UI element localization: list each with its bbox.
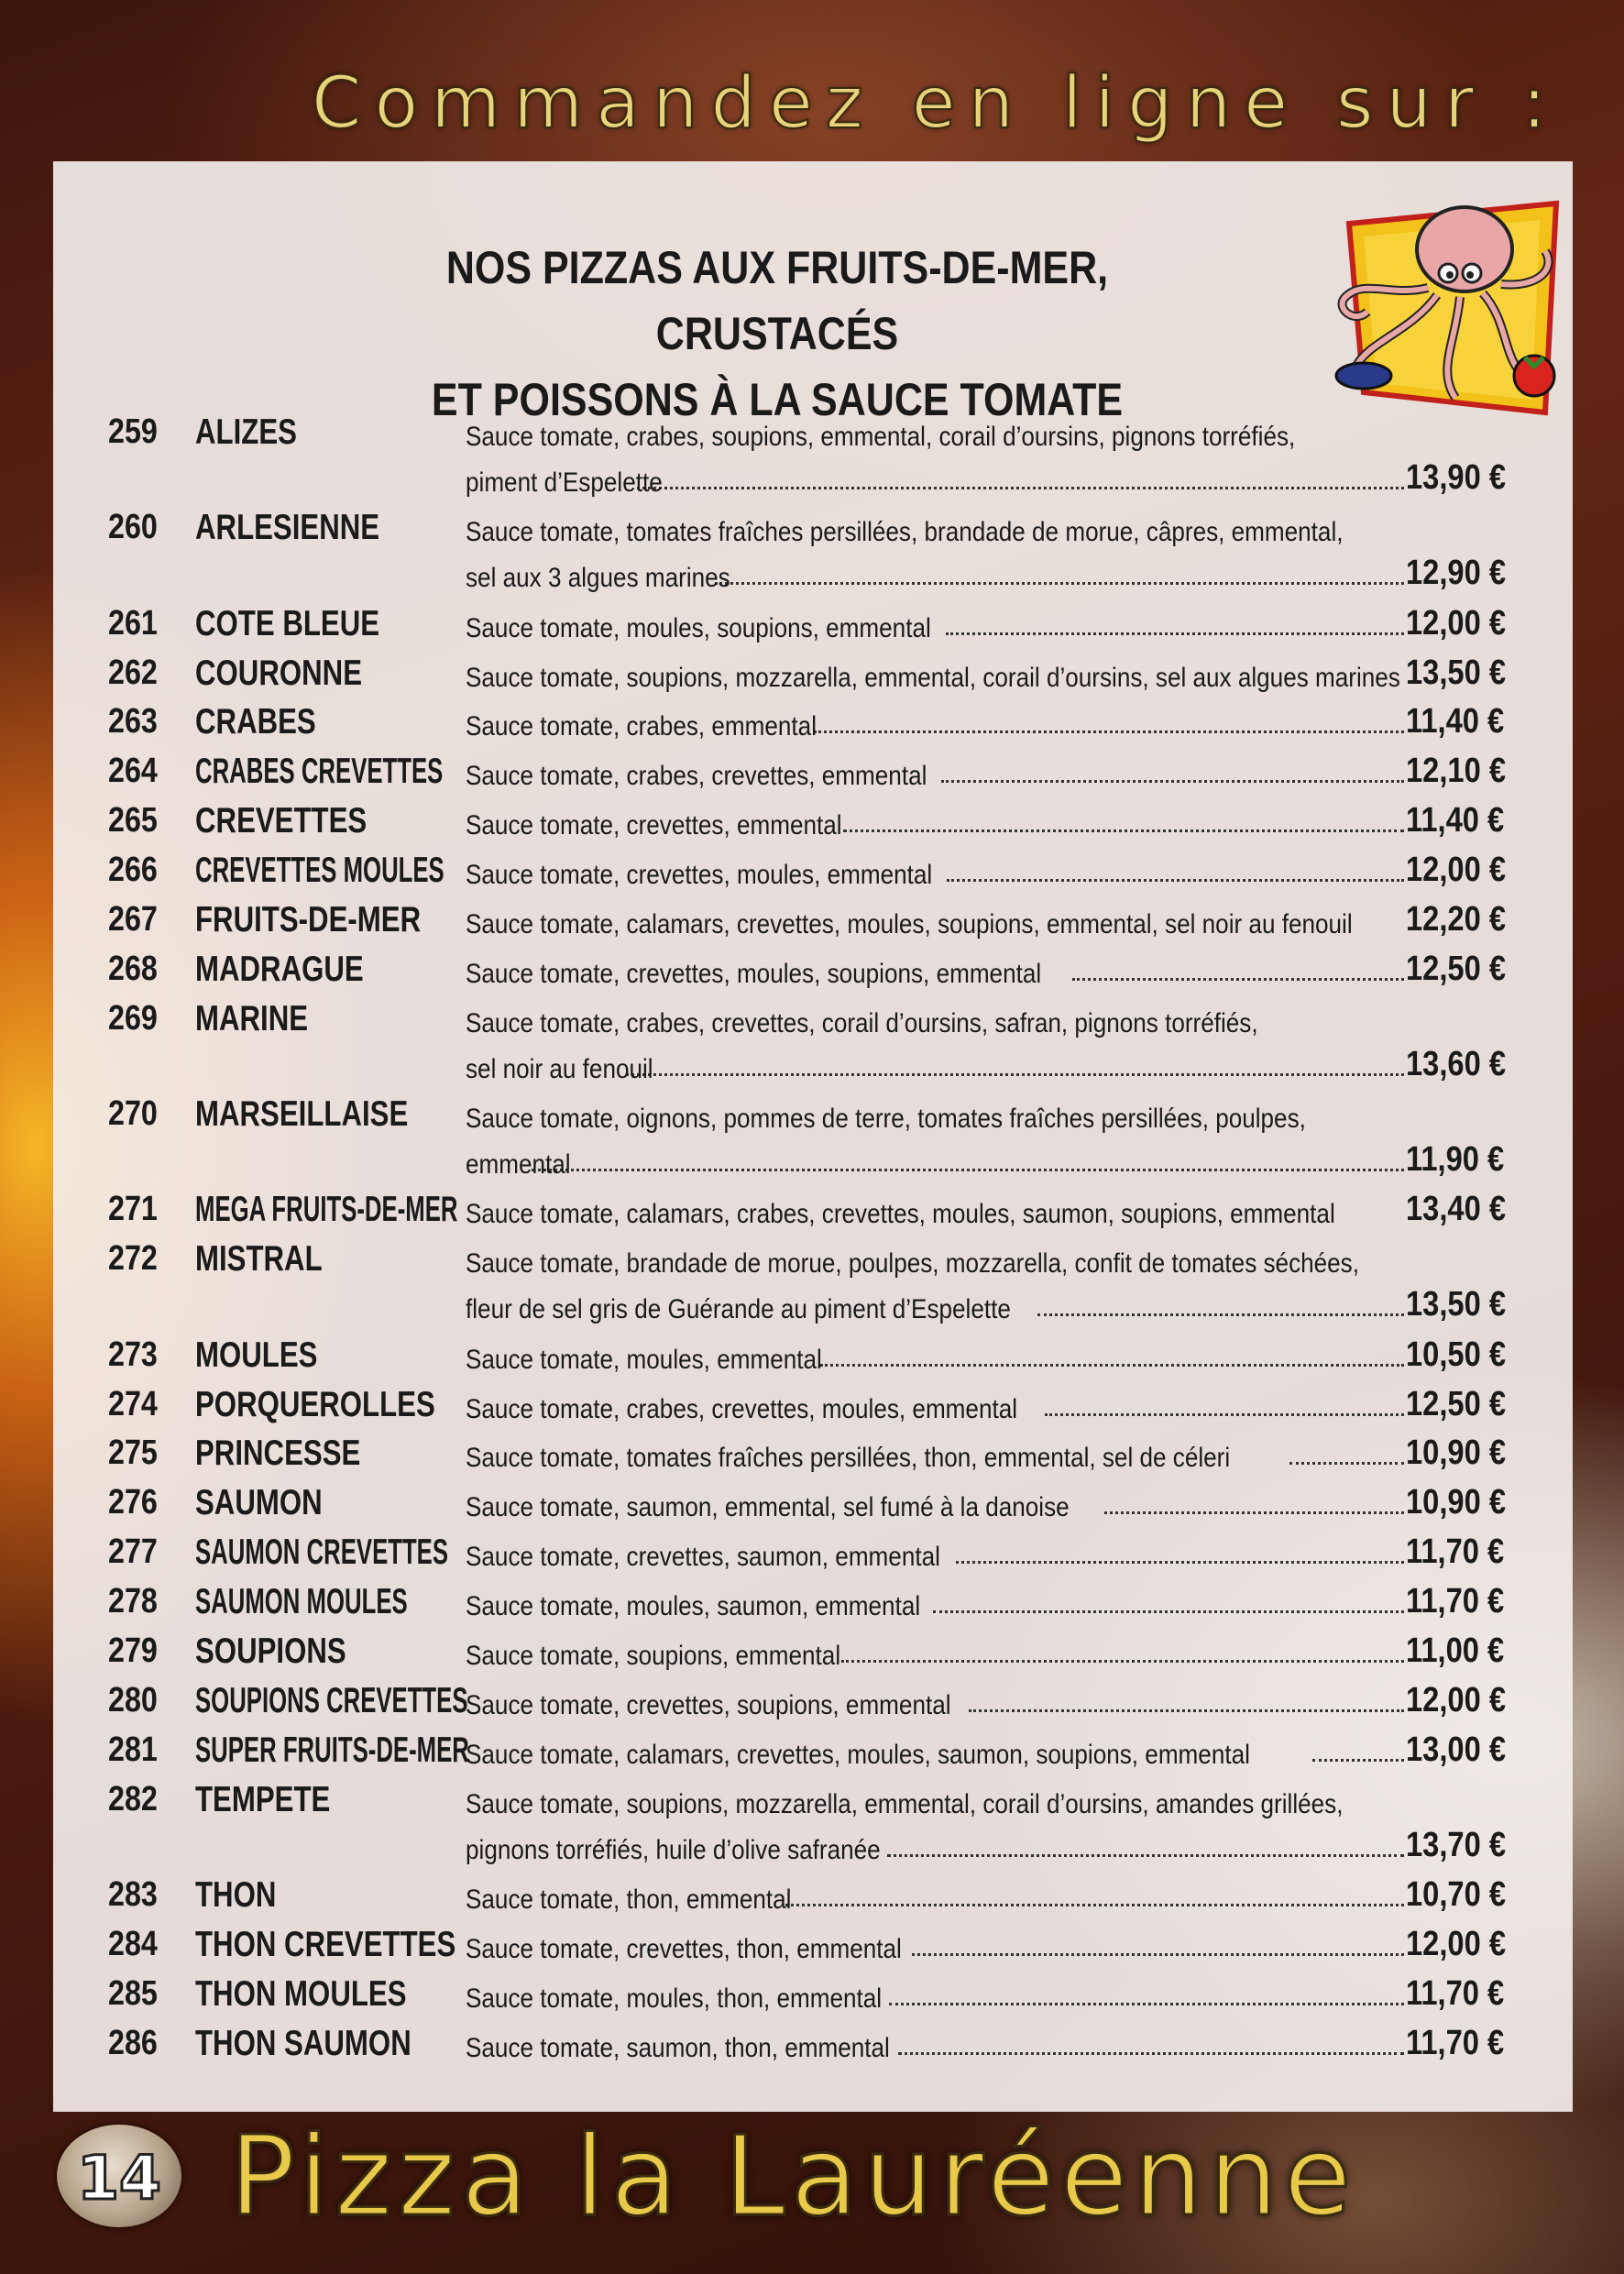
description-line [466,453,1410,499]
dot-leader [843,829,1404,832]
item-name: ARLESIENNE [195,508,380,548]
description-text: Sauce tomate, crevettes, thon, emmental [466,1933,902,1964]
description-line [466,697,1410,742]
item-number: 277 [108,1532,158,1572]
description-text: Sauce tomate, moules, saumon, emmental [466,1591,921,1622]
item-number: 276 [108,1483,158,1522]
dot-leader [814,731,1404,733]
dot-leader [626,1073,1404,1076]
item-price: 11,70 € [1406,1582,1505,1621]
description-line [466,1379,1410,1425]
item-description [466,1576,1410,1622]
octopus-icon [1327,196,1562,433]
dot-leader [969,1709,1404,1712]
item-price: 11,40 € [1406,801,1505,840]
description-line [466,944,1410,990]
menu-panel [53,161,1573,2112]
item-name: MARSEILLAISE [195,1094,409,1135]
description-line [466,1135,1410,1181]
description-text: fleur de sel gris de Guérande au piment d’Espelette [466,1294,1011,1325]
description-line [466,1234,1410,1280]
description-text: emmental [466,1149,571,1181]
description-line [466,1039,1410,1085]
description-line [466,1330,1410,1376]
dot-leader [956,1561,1404,1564]
description-line [466,746,1410,792]
item-price: 13,00 € [1406,1730,1507,1769]
description-text: Sauce tomate, crevettes, soupions, emmental [466,1689,951,1720]
item-description [466,1089,1410,1181]
description-text: Sauce tomate, soupions, mozzarella, emmental, corail d’oursins, amandes grillées, [466,1788,1344,1819]
dot-leader [947,879,1404,882]
page-number-badge [57,2125,181,2227]
item-price: 12,00 € [1406,851,1507,890]
description-line [466,1626,1410,1672]
item-description [466,1428,1410,1474]
title-line-1: NOS PIZZAS AUX FRUITS-DE-MER, CRUSTACÉS [445,242,1109,359]
dot-leader [785,1904,1404,1906]
item-name: THON MOULES [195,1973,407,2014]
item-description [466,746,1410,792]
item-name: MISTRAL [195,1239,323,1280]
item-number: 270 [108,1094,158,1134]
item-description [466,1919,1410,1965]
item-number: 261 [108,603,158,643]
description-line [466,1870,1410,1916]
description-text: Sauce tomate, thon, emmental [466,1884,792,1915]
description-line [466,502,1410,548]
item-number: 259 [108,412,158,451]
description-line [466,548,1410,594]
description-line [466,796,1410,841]
item-description [466,1969,1410,2015]
description-text: Sauce tomate, brandade de morue, poulpes, mozzarella, confit de tomates séchées, [466,1248,1359,1280]
description-text: Sauce tomate, oignons, pommes de terre, tomates fraîches persillées, poulpes, [466,1104,1306,1135]
item-number: 281 [108,1730,158,1769]
item-number: 271 [108,1190,158,1229]
dot-leader [1104,1511,1404,1514]
item-name: MADRAGUE [195,949,364,989]
item-price: 12,90 € [1406,554,1507,593]
order-online-banner: Commandez en ligne sur : [312,62,1560,145]
item-price: 12,50 € [1406,949,1507,988]
description-text: Sauce tomate, crevettes, moules, emmental [466,860,933,891]
item-price: 10,90 € [1406,1434,1507,1473]
item-price: 11,90 € [1406,1140,1505,1180]
item-number: 278 [108,1582,158,1621]
description-text: Sauce tomate, crabes, emmental [466,711,817,742]
item-price: 13,50 € [1406,653,1507,692]
dot-leader [820,1364,1404,1367]
item-price: 11,40 € [1406,702,1505,742]
item-description [466,697,1410,742]
dot-leader [1037,1313,1404,1316]
item-price: 11,70 € [1406,1973,1505,2013]
item-name: FRUITS-DE-MER [195,900,422,939]
description-line [466,1527,1410,1573]
item-number: 265 [108,801,158,840]
item-description [466,1527,1410,1573]
description-line [466,1428,1410,1474]
page-title [383,235,1171,433]
dot-leader [933,1610,1404,1613]
description-text: Sauce tomate, crevettes, saumon, emmental [466,1542,940,1573]
description-text: Sauce tomate, crevettes, emmental [466,810,842,841]
item-description [466,796,1410,841]
item-price: 13,40 € [1406,1190,1507,1229]
item-name: CRABES [195,702,316,742]
description-line [466,407,1410,453]
item-name: CREVETTES MOULES [195,851,444,891]
item-number: 272 [108,1239,158,1279]
item-price: 13,50 € [1406,1285,1507,1324]
item-description [466,407,1410,499]
dot-leader [912,1953,1404,1956]
item-description [466,1774,1410,1866]
item-number: 275 [108,1434,158,1473]
description-text: Sauce tomate, crevettes, moules, soupions, emmental [466,958,1042,989]
item-name: PORQUEROLLES [195,1384,435,1424]
description-text: Sauce tomate, soupions, emmental [466,1641,841,1671]
item-number: 267 [108,900,158,939]
description-line [466,599,1410,644]
dot-leader [941,780,1404,783]
item-name: THON [195,1875,277,1915]
description-line [466,1820,1410,1866]
dot-leader [1072,978,1404,981]
description-text: Sauce tomate, moules, soupions, emmental [466,612,931,643]
description-text: Sauce tomate, crabes, crevettes, corail d’oursins, safran, pignons torréfiés, [466,1007,1258,1038]
item-description [466,944,1410,990]
item-name: PRINCESSE [195,1434,361,1474]
item-number: 274 [108,1384,158,1423]
description-line [466,845,1410,891]
description-text: Sauce tomate, calamars, crevettes, moules, saumon, soupions, emmental [466,1739,1250,1770]
description-line [466,1774,1410,1820]
item-price: 12,50 € [1406,1384,1507,1423]
item-name: COTE BLEUE [195,603,380,643]
item-number: 284 [108,1924,158,1963]
item-price: 13,60 € [1406,1044,1507,1083]
item-name: SOUPIONS CREVETTES [195,1680,468,1720]
description-text: sel noir au fenouil [466,1053,653,1084]
item-description [466,1330,1410,1376]
item-price: 12,10 € [1406,752,1507,791]
description-line [466,1478,1410,1523]
item-number: 266 [108,851,158,890]
description-text: piment d’Espelette [466,467,663,498]
item-description [466,1184,1410,1230]
item-name: SAUMON MOULES [195,1582,408,1622]
item-description [466,1234,1410,1325]
description-text: Sauce tomate, calamars, crevettes, moules, soupions, emmental, sel noir au fenouil [466,909,1353,939]
item-description [466,2018,1410,2064]
item-price: 10,90 € [1406,1483,1507,1522]
item-price: 12,00 € [1406,1924,1507,1963]
dot-leader [1312,1759,1404,1762]
item-number: 285 [108,1973,158,2013]
item-name: ALIZES [195,412,297,452]
description-text: Sauce tomate, moules, thon, emmental [466,1983,883,2014]
description-line [466,1184,1410,1230]
item-name: CRABES CREVETTES [195,752,444,792]
item-description [466,1478,1410,1523]
description-line [466,895,1410,940]
item-name: COURONNE [195,653,363,693]
description-text: Sauce tomate, crabes, crevettes, moules, emmental [466,1393,1018,1424]
item-number: 273 [108,1335,158,1374]
description-text: Sauce tomate, tomates fraîches persillées, thon, emmental, sel de céleri [466,1443,1231,1474]
item-number: 262 [108,653,158,692]
description-line [466,1280,1410,1325]
description-line [466,2018,1410,2064]
description-line [466,1919,1410,1965]
item-number: 260 [108,508,158,547]
item-description [466,1725,1410,1771]
item-name: MOULES [195,1335,318,1375]
item-price: 10,70 € [1406,1875,1507,1914]
dot-leader [887,1854,1404,1857]
description-line [466,1089,1410,1135]
dot-leader [715,582,1404,585]
item-description [466,1626,1410,1672]
item-number: 280 [108,1680,158,1719]
description-line [466,1969,1410,2015]
item-name: MEGA FRUITS-DE-MER [195,1190,458,1230]
item-price: 11,70 € [1406,1532,1505,1572]
item-description [466,648,1410,694]
description-text: pignons torréfiés, huile d’olive safranée [466,1834,881,1865]
description-line [466,1675,1410,1721]
item-name: TEMPETE [195,1779,331,1819]
item-number: 269 [108,998,158,1038]
dot-leader [946,632,1404,635]
item-description [466,1870,1410,1916]
item-number: 286 [108,2023,158,2062]
dot-leader [898,2052,1404,2055]
item-name: SAUMON CREVETTES [195,1532,449,1573]
item-price: 13,70 € [1406,1825,1507,1864]
item-description [466,1379,1410,1425]
description-text: Sauce tomate, calamars, crabes, crevettes, moules, saumon, soupions, emmental [466,1199,1335,1230]
item-name: CREVETTES [195,801,368,841]
item-number: 268 [108,949,158,988]
dot-leader [841,1660,1404,1663]
description-text: Sauce tomate, saumon, emmental, sel fumé à la danoise [466,1492,1070,1523]
item-description [466,1675,1410,1721]
item-price: 12,00 € [1406,1680,1507,1719]
item-description [466,502,1410,594]
item-description [466,994,1410,1085]
description-text: Sauce tomate, crabes, crevettes, emmental [466,761,927,792]
dot-leader [1289,1462,1404,1465]
description-text: Sauce tomate, moules, emmental [466,1344,822,1375]
description-text: Sauce tomate, crabes, soupions, emmental, corail d’oursins, pignons torréfiés, [466,422,1296,452]
brand-name: Pizza la Lauréenne [229,2114,1357,2241]
item-price: 13,90 € [1406,458,1507,497]
item-number: 264 [108,752,158,791]
description-text: Sauce tomate, saumon, thon, emmental [466,2032,890,2063]
page-number: 14 [77,2143,161,2214]
item-price: 11,00 € [1406,1631,1505,1670]
item-name: THON CREVETTES [195,1924,456,1964]
item-price: 12,00 € [1406,603,1507,643]
item-price: 11,70 € [1406,2023,1505,2062]
item-name: MARINE [195,998,309,1038]
item-number: 283 [108,1875,158,1914]
description-line [466,1576,1410,1622]
title-line-2: ET POISSONS À LA SAUCE TOMATE [431,374,1124,425]
description-line [466,648,1410,694]
item-name: SUPER FRUITS-DE-MER [195,1730,469,1770]
item-price: 12,20 € [1406,900,1507,939]
item-name: SOUPIONS [195,1631,346,1671]
item-number: 279 [108,1631,158,1670]
item-price: 10,50 € [1406,1335,1507,1374]
description-line [466,1725,1410,1771]
item-number: 263 [108,702,158,742]
description-text: Sauce tomate, soupions, mozzarella, emmental, corail d’oursins, sel aux algues marines [466,662,1400,693]
description-line [466,994,1410,1039]
description-text: sel aux 3 algues marines [466,563,730,594]
dot-leader [532,1169,1404,1171]
dot-leader [637,487,1404,489]
dot-leader [1045,1413,1404,1416]
item-description [466,895,1410,940]
item-description [466,845,1410,891]
item-number: 282 [108,1779,158,1818]
item-name: THON SAUMON [195,2023,411,2063]
item-name: SAUMON [195,1483,323,1523]
description-text: Sauce tomate, tomates fraîches persillées, brandade de morue, câpres, emmental, [466,517,1344,548]
dot-leader [889,2003,1404,2005]
item-description [466,599,1410,644]
